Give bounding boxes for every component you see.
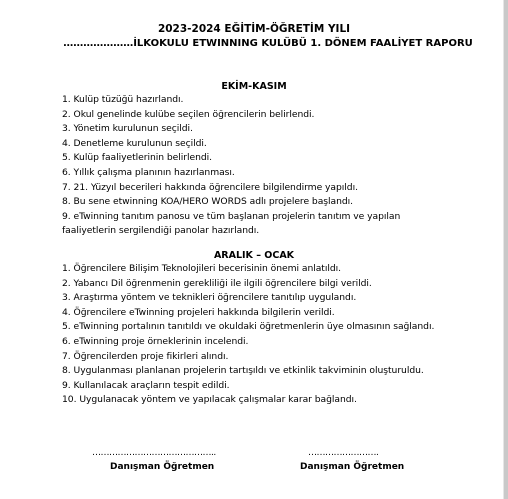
list-item: 8. Bu sene etwinning KOA/HERO WORDS adlı projelere başlandı. (62, 196, 354, 208)
signature-role: Danışman Öğretmen (110, 462, 215, 472)
signature-block-right (300, 448, 404, 472)
section-heading-aralik-ocak: ARALIK – OCAK (213, 250, 295, 261)
list-item: 1. Kulüp tüzüğü hazırlandı. (62, 94, 184, 105)
list-item: 4. Denetleme kurulunun seçildi. (62, 137, 207, 149)
signature-block-left (92, 448, 216, 472)
list-item: 4. Öğrencilere eTwinning projeleri hakkında bilgilerin verildi. (62, 306, 335, 318)
list-item: 3. Araştırma yöntem ve teknikleri öğrencilere tanıtılıp uygulandı. (62, 292, 357, 304)
section-heading-ekim-kasim: EKİM-KASIM (221, 81, 287, 92)
report-subtitle: …………………İLKOKULU ETWINNING KULÜBÜ 1. DÖNEM FAALİYET RAPORU (63, 38, 473, 49)
signature-line: ……………………. (308, 448, 379, 458)
list-item: 7. 21. Yüzyıl becerileri hakkında öğrencilere bilgilendirme yapıldı. (62, 181, 358, 193)
list-item: 9. eTwinning tanıtım panosu ve tüm başlanan projelerin tanıtım ve yapılan faaliyetlerin sergilendiği panolar hazırlandı. (62, 210, 401, 237)
list-item: 1. Öğrencilere Bilişim Teknolojileri becerisinin önemi anlatıldı. (62, 263, 342, 274)
list-item: 2. Yabancı Dil öğrenmenin gerekliliği ile ilgili öğrencilere bilgi verildi. (62, 277, 372, 289)
activity-list-ekim-kasim (62, 93, 454, 239)
activity-list-aralik-ocak (62, 262, 454, 408)
signature-line: …………………………………….. (92, 448, 216, 458)
report-title: 2023-2024 EĞİTİM-ÖĞRETİM YILI (157, 23, 351, 35)
list-item: 7. Öğrencilerden proje fikirleri alındı. (62, 350, 229, 362)
list-item: 6. Yıllık çalışma planının hazırlanması. (62, 166, 235, 178)
list-item: 5. eTwinning portalının tanıtıldı ve okuldaki öğretmenlerin üye olmasının sağlandı. (62, 321, 435, 333)
list-item: 3. Yönetim kurulunun seçildi. (62, 123, 193, 135)
list-item: 2. Okul genelinde kulübe seçilen öğrencilerin belirlendi. (62, 108, 315, 120)
list-item: 5. Kulüp faaliyetlerinin belirlendi. (62, 152, 213, 164)
list-item: 9. Kullanılacak araçların tespit edildi. (62, 379, 230, 391)
list-item: 8. Uygulanması planlanan projelerin tartışıldı ve etkinlik takviminin oluşturuldu. (62, 365, 424, 377)
list-item: 6. eTwinning proje örneklerinin incelendi. (62, 335, 249, 347)
list-item: 10. Uygulanacak yöntem ve yapılacak çalışmalar karar bağlandı. (62, 394, 357, 406)
signature-role: Danışman Öğretmen (300, 462, 405, 472)
